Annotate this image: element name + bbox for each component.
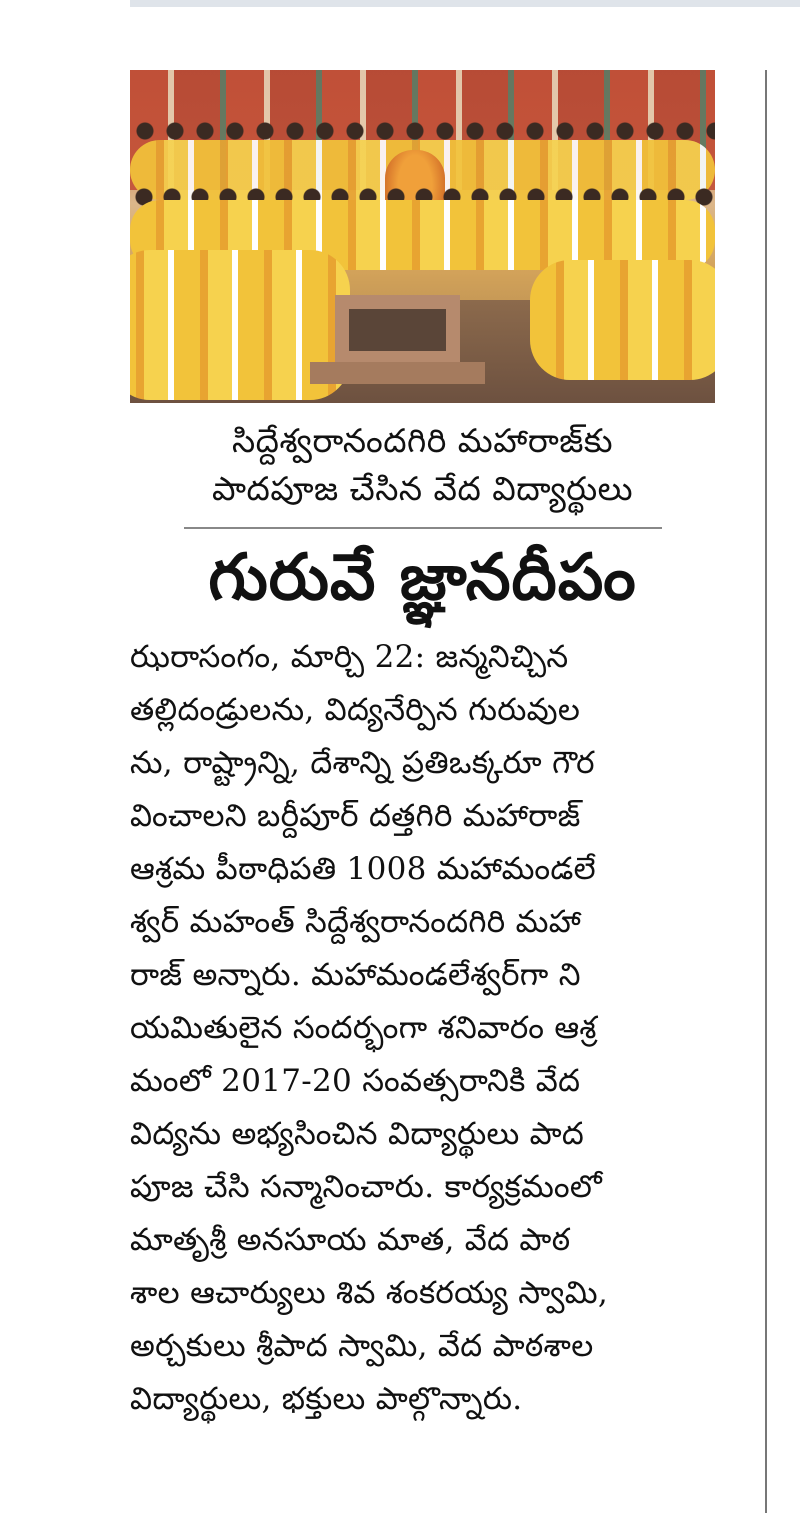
body-line: ఆశ్రమ పీఠాధిపతి 1008 మహామండలే [130,851,596,887]
photo-havan-base [310,362,485,384]
news-article [130,70,715,1426]
column-rule [765,70,767,1513]
caption-line-2: పాదపూజ చేసిన వేద విద్యార్థులు [212,469,633,508]
photo-caption [130,417,715,513]
body-line: విద్యార్థులు, భక్తులు పాల్గొన్నారు. [130,1381,523,1417]
body-line: రాజ్ అన్నారు. మహామండలేశ్వర్‌గా ని [130,957,581,993]
body-line: ఝరాసంగం, మార్చి 22: జన్మనిచ్చిన [130,639,569,675]
article-headline: గురువే జ్ఞానదీపం [208,541,637,615]
body-line: అర్చకులు శ్రీపాద స్వామి, వేద పాఠశాల [130,1328,594,1364]
body-line: మంలో 2017-20 సంవత్సరానికి వేద [130,1063,581,1099]
body-line: ను, రాష్ట్రాన్ని, దేశాన్ని ప్రతిఒక్కరూ గౌర [130,745,595,781]
caption-divider [184,527,662,529]
photo-havan-kund [335,295,460,365]
body-line: పూజ చేసి సన్మానించారు. కార్యక్రమంలో [130,1169,603,1205]
caption-line-1: సిద్దేశ్వరానందగిరి మహారాజ్‌కు [231,421,614,460]
body-line: వించాలని బర్దీపూర్ దత్తగిరి మహారాజ్ [130,798,581,834]
photo-standing-people [130,122,715,140]
body-line: యమితులైన సందర్భంగా శనివారం ఆశ్ర [130,1010,597,1046]
top-strip [130,0,800,7]
body-line: మాతృశ్రీ అనసూయ మాత, వేద పాఠ [130,1222,571,1258]
article-photo [130,70,715,403]
body-line: శ్వర్ మహంత్ సిద్దేశ్వరానందగిరి మహా [130,904,582,940]
body-line: విద్యను అభ్యసించిన విద్యార్థులు పాద [130,1116,585,1152]
photo-seated-right [530,260,715,380]
body-line: తల్లిదండ్రులను, విద్యనేర్పిన గురువుల [130,692,581,728]
article-body [130,631,715,1426]
body-line: శాల ఆచార్యులు శివ శంకరయ్య స్వామి, [130,1275,608,1311]
